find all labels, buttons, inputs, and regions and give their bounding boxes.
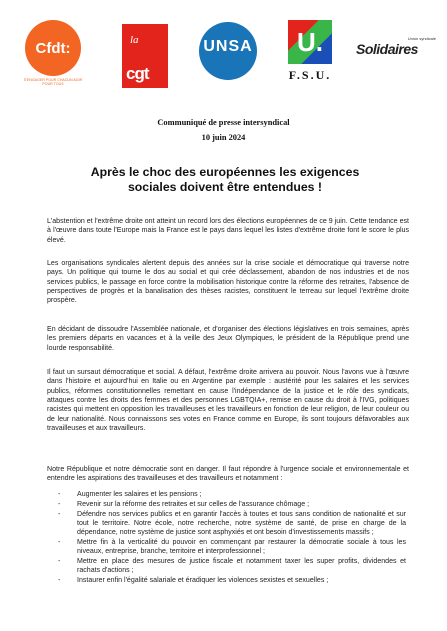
list-item [58, 576, 406, 585]
cfdt-logo-circle [25, 20, 81, 76]
cgt-logo [122, 24, 168, 88]
bullet-dash: - [58, 491, 61, 498]
press-release-title: Communiqué de presse intersyndical [157, 118, 290, 127]
solidaires-logo-text: Solidaires [356, 41, 418, 57]
cgt-logo-text: cgt [126, 64, 149, 83]
bullet-dash: - [58, 500, 61, 508]
press-release-date: 10 juin 2024 [201, 133, 246, 142]
unsa-logo [199, 22, 257, 80]
list-item [58, 500, 406, 509]
paragraph-3: En décidant de dissoudre l'Assemblée nationale, et d'organiser des élections législatives en trois semaines, après les premiers départs en vacances et à la veille des Jeux Olympiques, le président de la République prend une lourde responsabilité. [47, 326, 409, 352]
list-item [58, 510, 406, 538]
paragraph-4: Il faut un sursaut démocratique et social. A défaut, l'extrême droite arrivera au pouvoir. Nous l'avons vue à l'œuvre dans l'histoire et aujourd'hui en Italie ou en Argentine par exemple : austérité pour les salaires et les services publics, réformes constitutionnelles remettant en cause l'indépendance de la justice et le rôle des syndicats, attaques contre les droits des femmes et des personnes LGBTQIA+, remise en cause du droit à l'IVG, politiques racistes qui mettent en opposition les travailleuses et les travailleurs en fonction de leur religion, de leur couleur ou de leur nationalité. Nous connaissons ses votes en France comme en Europe, ils sont toujours défavorables aux travailleuses et aux travailleurs. [47, 369, 409, 432]
headline: Après le choc des européennes les exigences sociales doivent être entendues ! [90, 165, 360, 194]
bullet-dash: - [58, 538, 61, 546]
bullet-dash: - [58, 558, 61, 566]
list-item-text: Défendre nos services publics et en garantir l'accès à toutes et tous sans condition de nationalité et sur tout le territoire. Notre école, notre recherche, notre système de santé, de prise en charge de la dépendance, notre système de justice sont asphyxiés et ont besoin d'investissements massifs ; [77, 510, 406, 537]
list-item-text: Mettre fin à la verticalité du pouvoir en commençant par restaurer la démocratie sociale à tous les niveaux, entreprise, branche, territoire et interprofessionnel ; [77, 538, 406, 556]
list-item [58, 490, 406, 499]
fsu-logo [282, 20, 338, 84]
demands-list [58, 490, 406, 586]
paragraph-2: Les organisations syndicales alertent depuis des années sur la crise sociale et démocratique qui traverse notre pays. Un politique qui tourne le dos au social et qui crée déclassement, abandon de nos industries et de nos services publics, le passage en force contre la mobilisation historique contre la réforme des retraites, l'absence de perspectives de progrès et la banalisation des thèses racistes, constituent le terreau sur lequel l'extrême droite prospère. [47, 260, 409, 305]
cfdt-logo-text: Cfdt: [35, 39, 71, 57]
cfdt-logo [22, 20, 84, 88]
bullet-dash: - [58, 577, 61, 585]
fsu-logo-text: F.S.U. [288, 68, 332, 82]
fsu-logo-mark: U. [288, 20, 332, 64]
cfdt-tagline: S'ENGAGER POUR CHACUN AGIR POUR TOUS [23, 78, 83, 86]
list-item [58, 538, 406, 557]
solidaires-subtitle: Union syndicale [407, 36, 436, 41]
solidaires-logo [356, 36, 440, 66]
list-item-text: Mettre en place des mesures de justice fiscale et notamment taxer les super profits, dividendes et rachats d'actions ; [77, 558, 406, 575]
list-item [58, 557, 406, 576]
list-item-text: Instaurer enfin l'égalité salariale et éradiquer les violences sexistes et sexuelles ; [77, 577, 329, 585]
logo-banner [0, 16, 447, 88]
paragraph-1: L'abstention et l'extrême droite ont atteint un record lors des élections européennes de ce 9 juin. Cette tendance est à l'œuvre dans toute l'Europe mais la France est le pays dans lequel les listes d'extrême droite font le score le plus élevé. [47, 218, 409, 244]
list-item-text: Augmenter les salaires et les pensions ; [77, 491, 202, 498]
list-item-text: Revenir sur la réforme des retraites et sur celles de l'assurance chômage ; [77, 500, 310, 508]
paragraph-5: Notre République et notre démocratie sont en danger. Il faut répondre à l'urgence sociale et environnementale et entendre les aspirations des travailleuses et des travailleurs et notamment : [47, 466, 409, 483]
bullet-dash: - [58, 510, 61, 518]
unsa-logo-text: UNSA [203, 38, 253, 55]
cgt-logo-prefix: la [130, 34, 139, 46]
